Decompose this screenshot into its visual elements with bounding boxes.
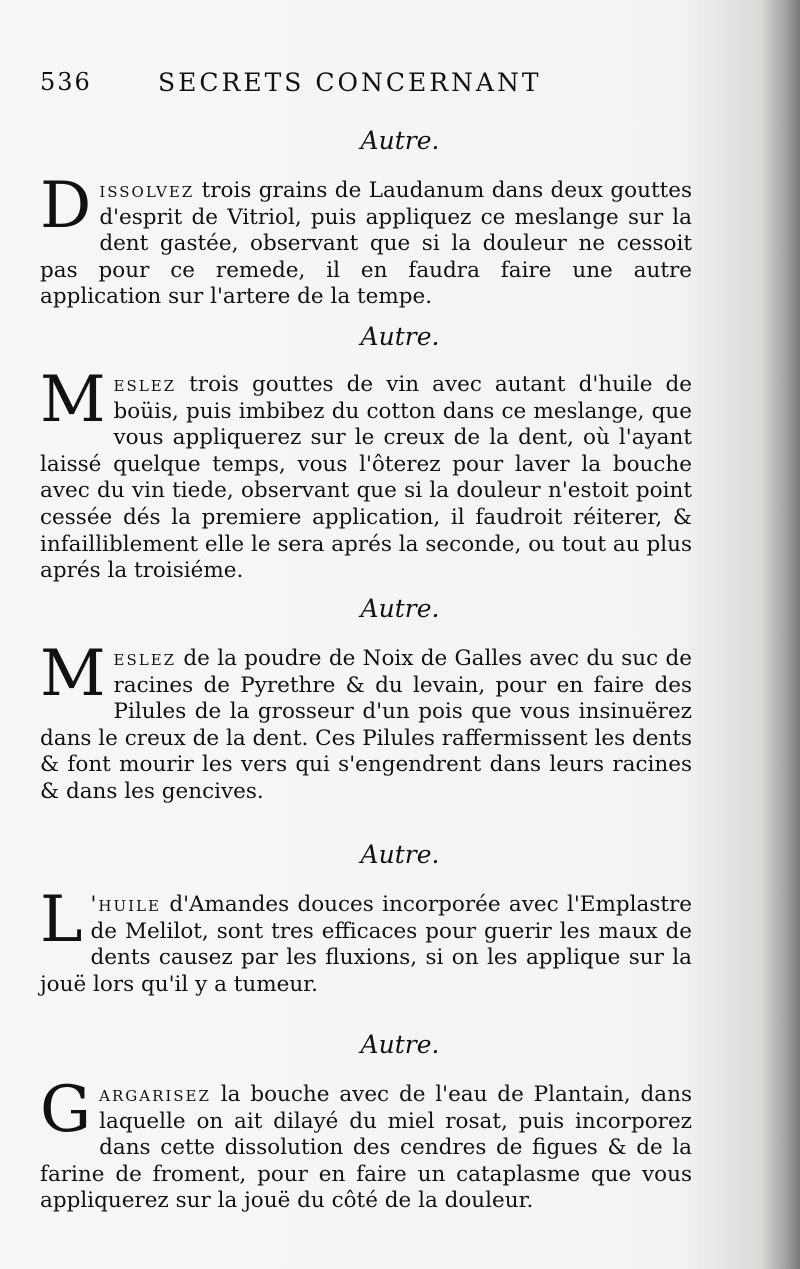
paragraph-text: trois grains de Laudanum dans deux gouttes d'esprit de Vitriol, puis appliquez ce meslange sur la dent gastée, observant que si la douleur ne cessoit pas pour ce remede, il en faudra faire une autre application sur l'artere de la tempe. (40, 178, 692, 310)
drop-cap: G (40, 1073, 92, 1147)
paragraph-text: de la poudre de Noix de Galles avec du suc de racines de Pyrethre & du levain, pour en faire des Pilules de la grosseur d'un pois que vous insinuërez dans le creux de la dent. Ces Pilules raffermissent les dents & font mourir les vers qui s'engendrent dans leurs racines & dans les gencives. (40, 646, 692, 804)
lead-word: eslez (113, 646, 177, 671)
recipe-paragraph (40, 169, 692, 311)
drop-cap: D (40, 169, 92, 243)
lead-word: 'huile (90, 892, 161, 917)
recipe-paragraph (40, 637, 692, 806)
drop-cap: M (40, 637, 106, 711)
section-heading: Autre. (360, 322, 440, 351)
lead-word: eslez (113, 372, 177, 397)
paragraph-text: d'Amandes douces incorporée avec l'Emplastre de Melilot, sont tres efficaces pour guerir les maux de dents causez par les fluxions, si on les applique sur la jouë lors qu'il y a tumeur. (40, 892, 692, 997)
running-title: SECRETS CONCERNANT (158, 68, 542, 97)
recipe-paragraph (40, 363, 692, 585)
recipe-paragraph (40, 883, 692, 998)
section-heading: Autre. (360, 126, 440, 155)
lead-word: argarisez (99, 1082, 211, 1107)
drop-cap: L (40, 883, 83, 957)
page-header (40, 68, 600, 104)
page-gutter-shadow (762, 0, 800, 1269)
drop-cap: M (40, 363, 106, 437)
paragraph-text: la bouche avec de l'eau de Plantain, dans laquelle on ait dilayé du miel rosat, puis incorporez dans cette dissolution des cendres de figues & de la farine de froment, pour en faire un cataplasme que vous appliquerez sur la jouë du côté de la douleur. (40, 1082, 692, 1214)
section-heading: Autre. (360, 594, 440, 623)
page-number: 536 (40, 68, 92, 96)
paragraph-text: trois gouttes de vin avec autant d'huile de boüis, puis imbibez du cotton dans ce meslange, que vous appliquerez sur le creux de la dent, où l'ayant laissé quelque temps, vous l'ôterez pour laver la bouche avec du vin tiede, observant que si la douleur n'estoit point cessée dés la premiere application, il faudroit réiterer, & infailliblement elle le sera aprés la seconde, ou tout au plus aprés la troisiéme. (40, 372, 692, 584)
section-heading: Autre. (360, 1030, 440, 1059)
lead-word: issolvez (99, 178, 195, 203)
recipe-paragraph (40, 1073, 692, 1215)
section-heading: Autre. (360, 840, 440, 869)
